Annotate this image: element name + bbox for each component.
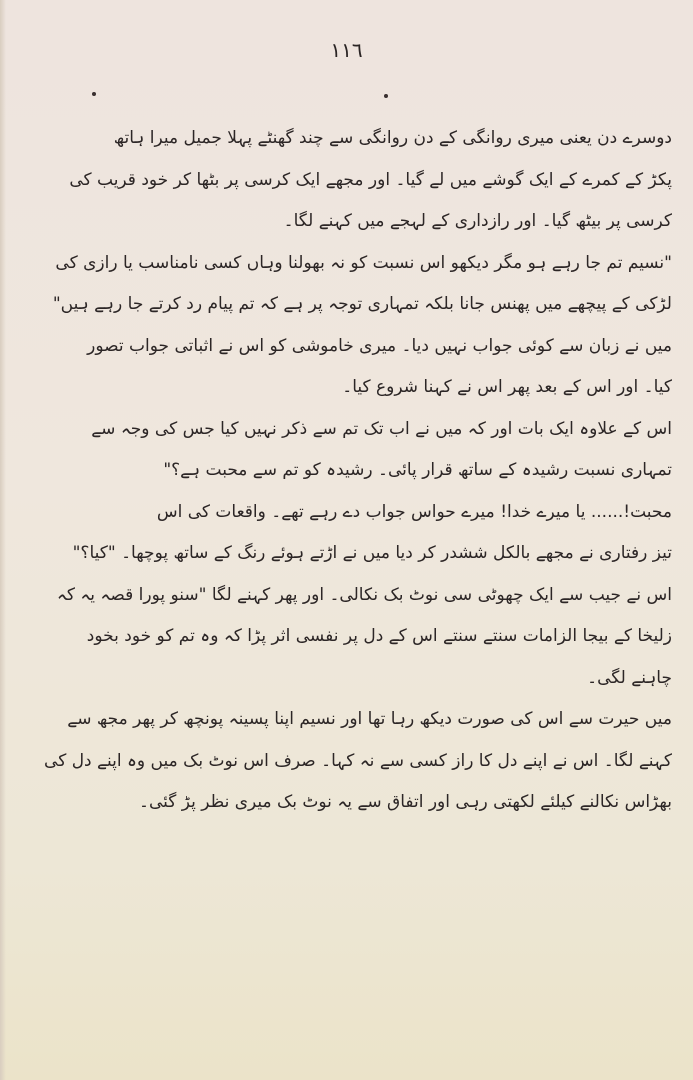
body-text (22, 118, 672, 824)
text-line: پکڑ کے کمرے کے ایک گوشے میں لے گیا۔ اور مجھے ایک کرسی پر بٹھا کر خود قریب کی (69, 169, 672, 190)
text-line: کرسی پر بیٹھ گیا۔ اور رازداری کے لہجے میں کہنے لگا۔ (283, 211, 672, 231)
ink-speck (384, 94, 388, 98)
text-line: کہنے لگا۔ اس نے اپنے دل کا راز کسی سے نہ کہا۔ صرف اس نوٹ بک میں وہ اپنے دل کی (44, 750, 672, 771)
text-line: زلیخا کے بیجا الزامات سنتے سنتے اس کے دل پر نفسی اثر پڑا کہ وہ تم کو خود بخود (86, 626, 672, 646)
text-line: "نسیم تم جا رہے ہو مگر دیکھو اس نسبت کو نہ بھولنا وہاں کسی نامناسب یا رازی کی (55, 252, 672, 273)
text-line: لڑکی کے پیچھے میں پھنس جانا بلکہ تمہاری توجہ پر ہے کہ تم پیام رد کرتے جا رہے ہیں" (52, 294, 672, 314)
text-line: محبت!...... یا میرے خدا! میرے حواس جواب دے رہے تھے۔ واقعات کی اس (156, 501, 672, 522)
ink-speck (92, 92, 96, 96)
text-line: میں حیرت سے اس کی صورت دیکھ رہا تھا اور نسیم اپنا پسینہ پونچھ کر پھر مجھ سے (67, 709, 672, 729)
text-line: کیا۔ اور اس کے بعد پھر اس نے کہنا شروع کیا۔ (342, 377, 672, 397)
text-line: اس کے علاوہ ایک بات اور کہ میں نے اب تک تم سے ذکر نہیں کیا جس کی وجہ سے (91, 418, 672, 439)
page-number: ١١٦ (330, 38, 363, 62)
text-line: دوسرے دن یعنی میری روانگی کے دن روانگی سے چند گھنٹے پہلا جمیل میرا ہاتھ (113, 128, 672, 148)
text-line: تمہاری نسبت رشیدہ کے ساتھ قرار پائی۔ رشیدہ کو تم سے محبت ہے؟" (163, 460, 672, 480)
text-line: اس نے جیب سے ایک چھوٹی سی نوٹ بک نکالی۔ اور پھر کہنے لگا "سنو پورا قصہ یہ کہ (56, 584, 672, 605)
text-line: چاہنے لگی۔ (587, 667, 672, 688)
text-line: میں نے زبان سے کوئی جواب نہیں دیا۔ میری خاموشی کو اس نے اثباتی جواب تصور (87, 335, 672, 356)
text-line: بھڑاس نکالنے کیلئے لکھتی رہی اور اتفاق سے یہ نوٹ بک میری نظر پڑ گئی۔ (138, 792, 672, 812)
text-line: تیز رفتاری نے مجھے بالکل ششدر کر دیا میں نے اڑتے ہوئے رنگ کے ساتھ پوچھا۔ "کیا؟" (72, 543, 672, 563)
